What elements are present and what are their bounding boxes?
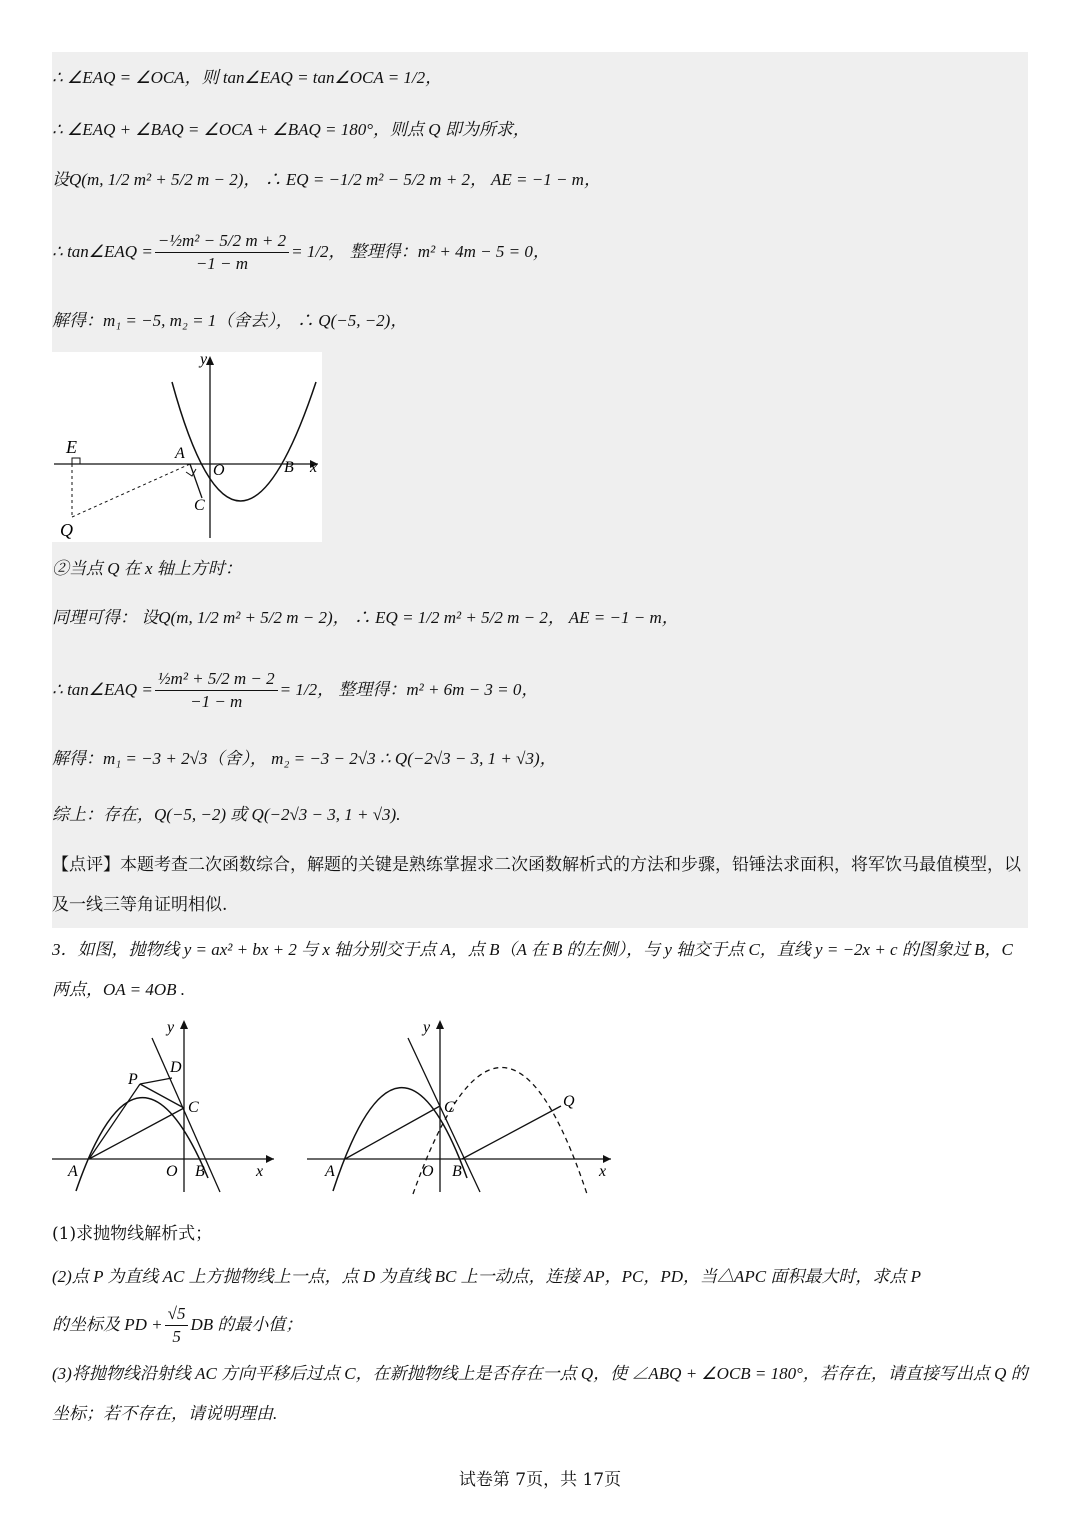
fig2-segment-ap (89, 1084, 140, 1159)
fig2-label-y: y (167, 1019, 175, 1036)
fig3-translated-parabola (413, 1068, 587, 1195)
case2-title: ②当点 Q 在 x 轴上方时： (52, 559, 242, 578)
case2-numerator: ½m² + 5/2 m − 2 (155, 668, 278, 691)
line4-lhs: ∴ tan∠EAQ = (52, 242, 153, 261)
question-2-part-a: (2)点 P 为直线 AC 上方抛物线上一点，点 D 为直线 BC 上一动点，连接 AP，PC，PD，当△APC 面积最大时，求点 P (52, 1267, 922, 1286)
fig3-label-b: B (452, 1163, 462, 1180)
fig2-label-p: P (128, 1071, 138, 1088)
fig2-label-a: A (68, 1163, 78, 1180)
fig2-line-bc (152, 1038, 220, 1192)
figure-3-parabola (305, 1016, 615, 1196)
fig1-label-e: E (66, 437, 77, 457)
q2-frac-numerator: √5 (165, 1303, 189, 1326)
solution-line-1: ∴ ∠EAQ = ∠OCA，则 tan∠EAQ = tan∠OCA = 1/2， (52, 68, 443, 87)
question-2-part-b (52, 1300, 302, 1350)
solution-line-3: 设Q(m, 1/2 m² + 5/2 m − 2)， ∴ EQ = −1/2 m² − 5/2 m + 2， AE = −1 − m， (52, 170, 601, 189)
case2-fraction (155, 668, 278, 713)
fig3-label-o: O (422, 1163, 434, 1180)
fig3-label-c: C (444, 1099, 455, 1116)
fig3-y-arrow (436, 1020, 444, 1029)
fig3-label-q: Q (563, 1093, 575, 1110)
case2-line-2 (52, 660, 538, 720)
fig2-label-o: O (166, 1163, 178, 1180)
figure-1-background (52, 352, 322, 542)
fig1-label-x: x (310, 459, 318, 476)
solution-line-2: ∴ ∠EAQ + ∠BAQ = ∠OCA + ∠BAQ = 180°，则点 Q 即为所求， (52, 120, 530, 139)
fig2-label-b: B (195, 1163, 205, 1180)
fig2-x-arrow (266, 1155, 274, 1163)
solution-line-4 (52, 222, 550, 282)
question-1: (1)求抛物线解析式； (52, 1224, 213, 1244)
case2-line-3: 解得：m₁ = −3 + 2√3（舍）， m₂ = −3 − 2√3 ∴ Q(−2√3 − 3, 1 + √3)， (52, 749, 557, 768)
q2-pre: 的坐标及 PD + (52, 1315, 163, 1334)
fig2-segment-pd (140, 1078, 172, 1084)
line4-rhs: = 1/2， 整理得：m² + 4m − 5 = 0， (291, 242, 550, 261)
fig2-label-c: C (188, 1099, 199, 1116)
fig3-label-x: x (599, 1163, 607, 1180)
fig1-label-o: O (213, 462, 225, 479)
problem3-stem: 3．如图，抛物线 y = ax² + bx + 2 与 x 轴分别交于点 A，点 B（A 在 B 的左侧），与 y 轴交于点 C，直线 y = −2x + c 的图象过 B，C 两点，OA = 4OB . (52, 940, 1013, 999)
fig3-segment-bq (462, 1106, 561, 1159)
line4-fraction (155, 230, 289, 275)
solution-comment: 【点评】本题考查二次函数综合，解题的关键是熟练掌握求二次函数解析式的方法和步骤，铅锤法求面积，将军饮马最值模型，以及一线三等角证明相似. (52, 855, 1021, 915)
line4-denominator: −1 − m (195, 253, 249, 273)
q2-fraction (165, 1303, 189, 1348)
page-footer: 试卷第 7页，共 17页 (458, 1470, 622, 1490)
fig2-label-x: x (256, 1163, 264, 1180)
fig1-label-c: C (194, 497, 205, 514)
fig2-y-arrow (180, 1020, 188, 1029)
line4-numerator: −½m² − 5/2 m + 2 (155, 230, 289, 253)
solution-summary: 综上：存在，Q(−5, −2) 或 Q(−2√3 − 3, 1 + √3). (52, 805, 401, 824)
fig2-segment-ac (89, 1108, 184, 1159)
case2-line-1: 同理可得： 设Q(m, 1/2 m² + 5/2 m − 2)， ∴ EQ = 1/2 m² + 5/2 m − 2， AE = −1 − m， (52, 608, 679, 627)
fig3-label-y: y (423, 1019, 431, 1036)
fig3-segment-ac (345, 1106, 440, 1159)
q2-post: DB 的最小值； (190, 1315, 303, 1334)
q2-frac-denominator: 5 (172, 1326, 181, 1346)
fig1-label-y: y (200, 352, 208, 368)
fig3-x-arrow (603, 1155, 611, 1163)
fig1-label-q: Q (60, 520, 73, 540)
fig2-label-d: D (170, 1059, 182, 1076)
case2-lhs: ∴ tan∠EAQ = (52, 680, 153, 699)
question-3: (3)将抛物线沿射线 AC 方向平移后过点 C，在新抛物线上是否存在一点 Q，使 ∠ABQ + ∠OCB = 180°，若存在，请直接写出点 Q 的坐标；若不存在，请说明理由. (52, 1364, 1028, 1423)
fig3-label-a: A (325, 1163, 335, 1180)
solution-line-5: 解得：m₁ = −5, m₂ = 1（舍去）， ∴ Q(−5, −2)， (52, 311, 408, 330)
figure-2-parabola (50, 1016, 280, 1196)
fig1-label-b: B (284, 459, 294, 476)
case2-denominator: −1 − m (190, 691, 243, 711)
case2-rhs: = 1/2， 整理得：m² + 6m − 3 = 0， (279, 680, 539, 699)
fig1-label-a: A (175, 445, 185, 462)
figure-1-parabola (52, 352, 322, 542)
